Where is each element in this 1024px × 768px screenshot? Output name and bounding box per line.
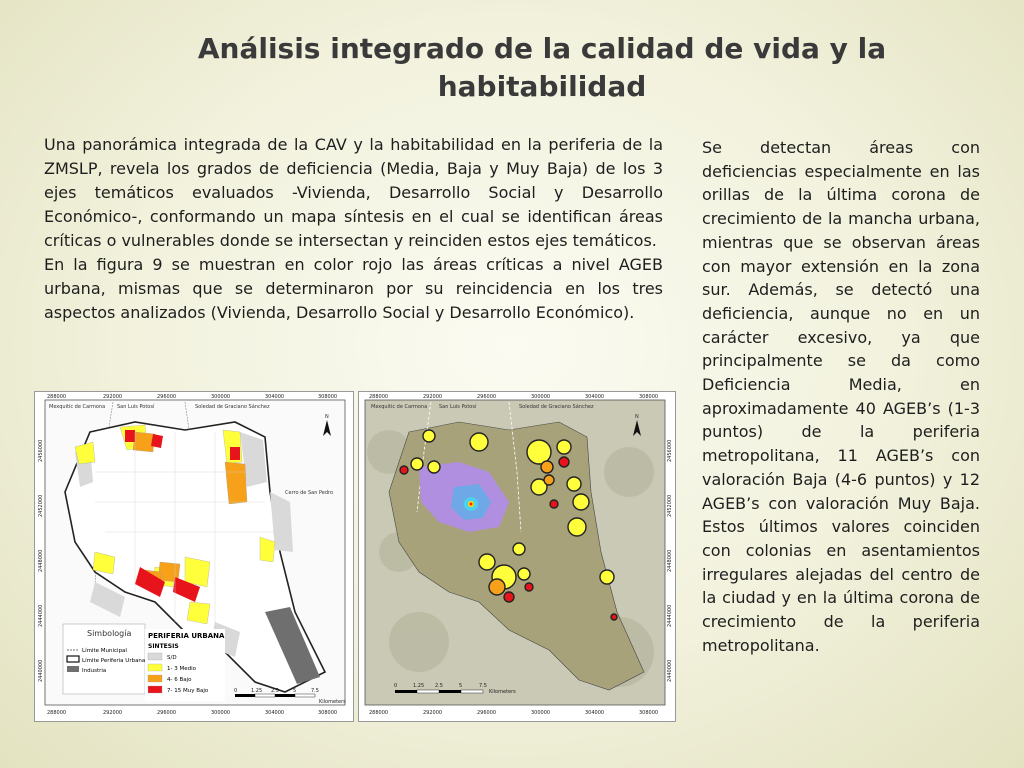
map1-ytick: 2440000: [38, 659, 44, 682]
legend-subtitle: SINTESIS: [148, 643, 179, 650]
scale-label: 1.25: [251, 688, 263, 694]
map1-xtick: 308000: [318, 710, 338, 716]
map1-xtick: 292000: [103, 710, 123, 716]
map2-xtick: 296000: [477, 394, 497, 400]
map2-xtick: 300000: [531, 394, 551, 400]
scale-label: 2.5: [271, 688, 279, 694]
map1-xtick: 296000: [157, 710, 177, 716]
synthesis-map-figure: [35, 392, 353, 721]
paragraph-figure9: En la figura 9 se muestran en color rojo las áreas críticas a nivel AGEB urbana, mismas que se determinaron por su reincidencia en los tres aspectos analizados (Vivienda, Desarrollo Social y Desarrollo Económico).: [44, 255, 663, 322]
svg-text:N: N: [635, 414, 639, 420]
slide-title: Análisis integrado de la calidad de vida y la habitabilidad: [197, 32, 887, 103]
paragraph-overview: Una panorámica integrada de la CAV y la habitabilidad en la periferia de la ZMSLP, revela los grados de deficiencia (Media, Baja y Muy Baja) de los 3 ejes temáticos evaluados -Vivienda, Desarrollo Social y Desarrollo Económico-, conformando un mapa síntesis en el cual se identifican áreas críticas o vulnerables donde se intersectan y reinciden estos ejes temáticos.: [44, 135, 663, 250]
map1-legend: [63, 624, 145, 694]
map1-place-cerro: Cerro de San Pedro: [285, 490, 334, 496]
map1-xtick: 304000: [265, 394, 285, 400]
map1-xtick: 300000: [211, 710, 231, 716]
map1-ytick: 2452000: [38, 494, 44, 517]
scale-label: 1.25: [413, 683, 425, 689]
points-map: [358, 391, 676, 722]
map2-xtick: 304000: [585, 710, 605, 716]
map2-xtick: 292000: [423, 394, 443, 400]
map1-ytick: 2448000: [38, 549, 44, 572]
legend-swatch: [148, 653, 162, 660]
map2-xtick: 288000: [369, 710, 389, 716]
scale-label: 5: [293, 688, 297, 694]
map1-xtick: 292000: [103, 394, 123, 400]
map2-ytick: 2448000: [667, 549, 673, 572]
map1-xtick: 304000: [265, 710, 285, 716]
map2-xtick: 296000: [477, 710, 497, 716]
map2-ytick: 2444000: [667, 604, 673, 627]
scale-label: 0: [394, 683, 398, 689]
map2-xtick: 308000: [639, 710, 659, 716]
map2-ytick: 2440000: [667, 659, 673, 682]
map2-ytick: 2456000: [667, 439, 673, 462]
map2-xtick: 292000: [423, 710, 443, 716]
legend-item-periferia: Límite Periferia Urbana: [82, 658, 146, 664]
legend-item-industria: Industria: [82, 668, 107, 674]
map2-xtick: 288000: [369, 394, 389, 400]
scale-label: 2.5: [435, 683, 443, 689]
synthesis-map: [34, 391, 354, 722]
legend-label: 4- 6 Bajo: [167, 677, 192, 683]
map1-place-soledad: Soledad de Graciano Sánchez: [195, 404, 270, 410]
map2-xtick: 304000: [585, 394, 605, 400]
legend-swatch: [148, 664, 162, 671]
map2-place-soledad: Soledad de Graciano Sánchez: [519, 404, 594, 410]
map1-xtick: 288000: [47, 710, 67, 716]
points-map-figure: [359, 392, 675, 721]
map1-xtick: 300000: [211, 394, 231, 400]
scale-label: 7.5: [479, 683, 487, 689]
legend-swatch: [148, 686, 162, 693]
scale-label: 0: [234, 688, 238, 694]
map1-xtick: 296000: [157, 394, 177, 400]
legend-label: 1- 3 Medio: [167, 666, 196, 672]
map2-place-slp: San Luis Potosí: [439, 404, 477, 410]
legend-title: PERIFERIA URBANA: [148, 632, 225, 640]
map1-place-slp: San Luis Potosí: [117, 404, 155, 410]
left-text-column: [44, 133, 663, 325]
map1-ytick: 2456000: [38, 439, 44, 462]
legend-label: 7- 15 Muy Bajo: [167, 688, 209, 694]
map2-xtick: 308000: [639, 394, 659, 400]
scale-label: 7.5: [311, 688, 319, 694]
map1-xtick: 288000: [47, 394, 67, 400]
map1-synthesis-legend: [145, 629, 225, 701]
map1-ytick: 2444000: [38, 604, 44, 627]
legend-item-municipal: Límite Municipal: [82, 648, 127, 654]
map2-xtick: 300000: [531, 710, 551, 716]
right-text-column: Se detectan áreas con deficiencias especialmente en las orillas de la última corona de crecimiento de la mancha urbana, mientras que se observan áreas con mayor extensión en la zona sur. Además, se detectó una deficiencia, aunque no en un carácter excesivo, ya que principalmente se da como Deficiencia Media, en aproximadamente 40 AGEB’s (1-3 puntos) de la periferia metropolitana, 11 AGEB’s con valoración Baja (4-6 puntos) y 12 AGEB’s con valoración Muy Baja. Estos últimos valores coinciden con colonias en asentamientos irregulares alejadas del centro de la ciudad y en la última corona de crecimiento de la periferia metropolitana.: [702, 138, 980, 655]
map2-place-mexquitic: Mexquitic de Carmona: [371, 404, 428, 410]
svg-text:N: N: [325, 414, 329, 420]
map2-ytick: 2452000: [667, 494, 673, 517]
map1-xtick: 308000: [318, 394, 338, 400]
legend-symbology-title: Simbología: [87, 629, 132, 638]
map1-place-mexquitic: Mexquitic de Carmona: [49, 404, 106, 410]
scale-unit: Kilometers: [489, 689, 516, 695]
legend-swatch: [148, 675, 162, 682]
scale-unit: Kilometers: [319, 699, 346, 705]
legend-label: S/D: [167, 655, 177, 661]
scale-label: 5: [459, 683, 463, 689]
